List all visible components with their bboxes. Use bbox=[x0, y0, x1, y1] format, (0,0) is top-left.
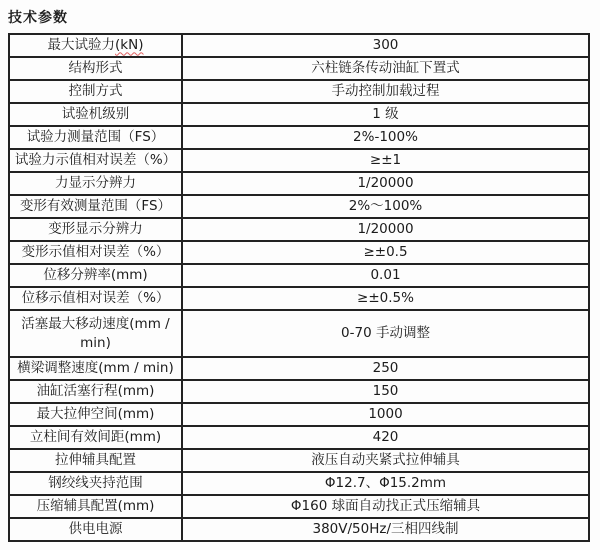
param-label: 变形有效测量范围（FS） bbox=[9, 195, 182, 218]
param-label: 压缩辅具配置(mm) bbox=[9, 495, 182, 518]
param-label: 控制方式 bbox=[9, 80, 182, 103]
param-label: 试验力示值相对误差（%） bbox=[9, 149, 182, 172]
param-label: 结构形式 bbox=[9, 57, 182, 80]
table-row bbox=[9, 241, 589, 264]
param-value: ≥±0.5 bbox=[182, 241, 589, 264]
param-label: 变形显示分辨力 bbox=[9, 218, 182, 241]
table-row bbox=[9, 495, 589, 518]
param-value: 2%-100% bbox=[182, 126, 589, 149]
param-value: 380V/50Hz/三相四线制 bbox=[182, 518, 589, 541]
table-row bbox=[9, 126, 589, 149]
param-value: 420 bbox=[182, 426, 589, 449]
param-label: 力显示分辨力 bbox=[9, 172, 182, 195]
param-label: 活塞最大移动速度(mm / min) bbox=[9, 310, 182, 357]
param-label: 拉伸辅具配置 bbox=[9, 449, 182, 472]
table-row bbox=[9, 472, 589, 495]
table-row bbox=[9, 426, 589, 449]
param-label: 最大试验力(kN) bbox=[9, 34, 182, 57]
param-label: 立柱间有效间距(mm) bbox=[9, 426, 182, 449]
table-row bbox=[9, 449, 589, 472]
table-row bbox=[9, 218, 589, 241]
param-value: 250 bbox=[182, 357, 589, 380]
param-value: ≥±1 bbox=[182, 149, 589, 172]
spec-table bbox=[8, 33, 590, 542]
table-row bbox=[9, 103, 589, 126]
param-label: 横梁调整速度(mm / min) bbox=[9, 357, 182, 380]
table-row bbox=[9, 310, 589, 357]
param-value: 0.01 bbox=[182, 264, 589, 287]
table-row bbox=[9, 57, 589, 80]
page-title: 技术参数 bbox=[8, 10, 68, 26]
spellcheck-underline: (kN) bbox=[115, 37, 144, 54]
param-label: 最大拉伸空间(mm) bbox=[9, 403, 182, 426]
param-label: 钢绞线夹持范围 bbox=[9, 472, 182, 495]
param-value: 手动控制加载过程 bbox=[182, 80, 589, 103]
table-row bbox=[9, 287, 589, 310]
table-row bbox=[9, 80, 589, 103]
param-label: 试验力测量范围（FS） bbox=[9, 126, 182, 149]
param-value: ≥±0.5% bbox=[182, 287, 589, 310]
table-row bbox=[9, 357, 589, 380]
table-row bbox=[9, 195, 589, 218]
param-value: 液压自动夹紧式拉伸辅具 bbox=[182, 449, 589, 472]
table-row bbox=[9, 518, 589, 541]
param-value: 1 级 bbox=[182, 103, 589, 126]
param-value: Φ160 球面自动找正式压缩辅具 bbox=[182, 495, 589, 518]
param-value: 1000 bbox=[182, 403, 589, 426]
param-label: 试验机级别 bbox=[9, 103, 182, 126]
param-value: 1/20000 bbox=[182, 172, 589, 195]
param-value: 2%～100% bbox=[182, 195, 589, 218]
table-row bbox=[9, 172, 589, 195]
table-row bbox=[9, 34, 589, 57]
param-value: Φ12.7、Φ15.2mm bbox=[182, 472, 589, 495]
param-label: 油缸活塞行程(mm) bbox=[9, 380, 182, 403]
param-value: 0-70 手动调整 bbox=[182, 310, 589, 357]
table-row bbox=[9, 264, 589, 287]
param-label: 变形示值相对误差（%） bbox=[9, 241, 182, 264]
table-row bbox=[9, 403, 589, 426]
param-label: 位移分辨率(mm) bbox=[9, 264, 182, 287]
table-row bbox=[9, 380, 589, 403]
param-value: 150 bbox=[182, 380, 589, 403]
param-label: 供电电源 bbox=[9, 518, 182, 541]
param-value: 六柱链条传动油缸下置式 bbox=[182, 57, 589, 80]
param-value: 1/20000 bbox=[182, 218, 589, 241]
spec-table-body bbox=[9, 34, 589, 541]
param-label: 位移示值相对误差（%） bbox=[9, 287, 182, 310]
table-row bbox=[9, 149, 589, 172]
param-value: 300 bbox=[182, 34, 589, 57]
